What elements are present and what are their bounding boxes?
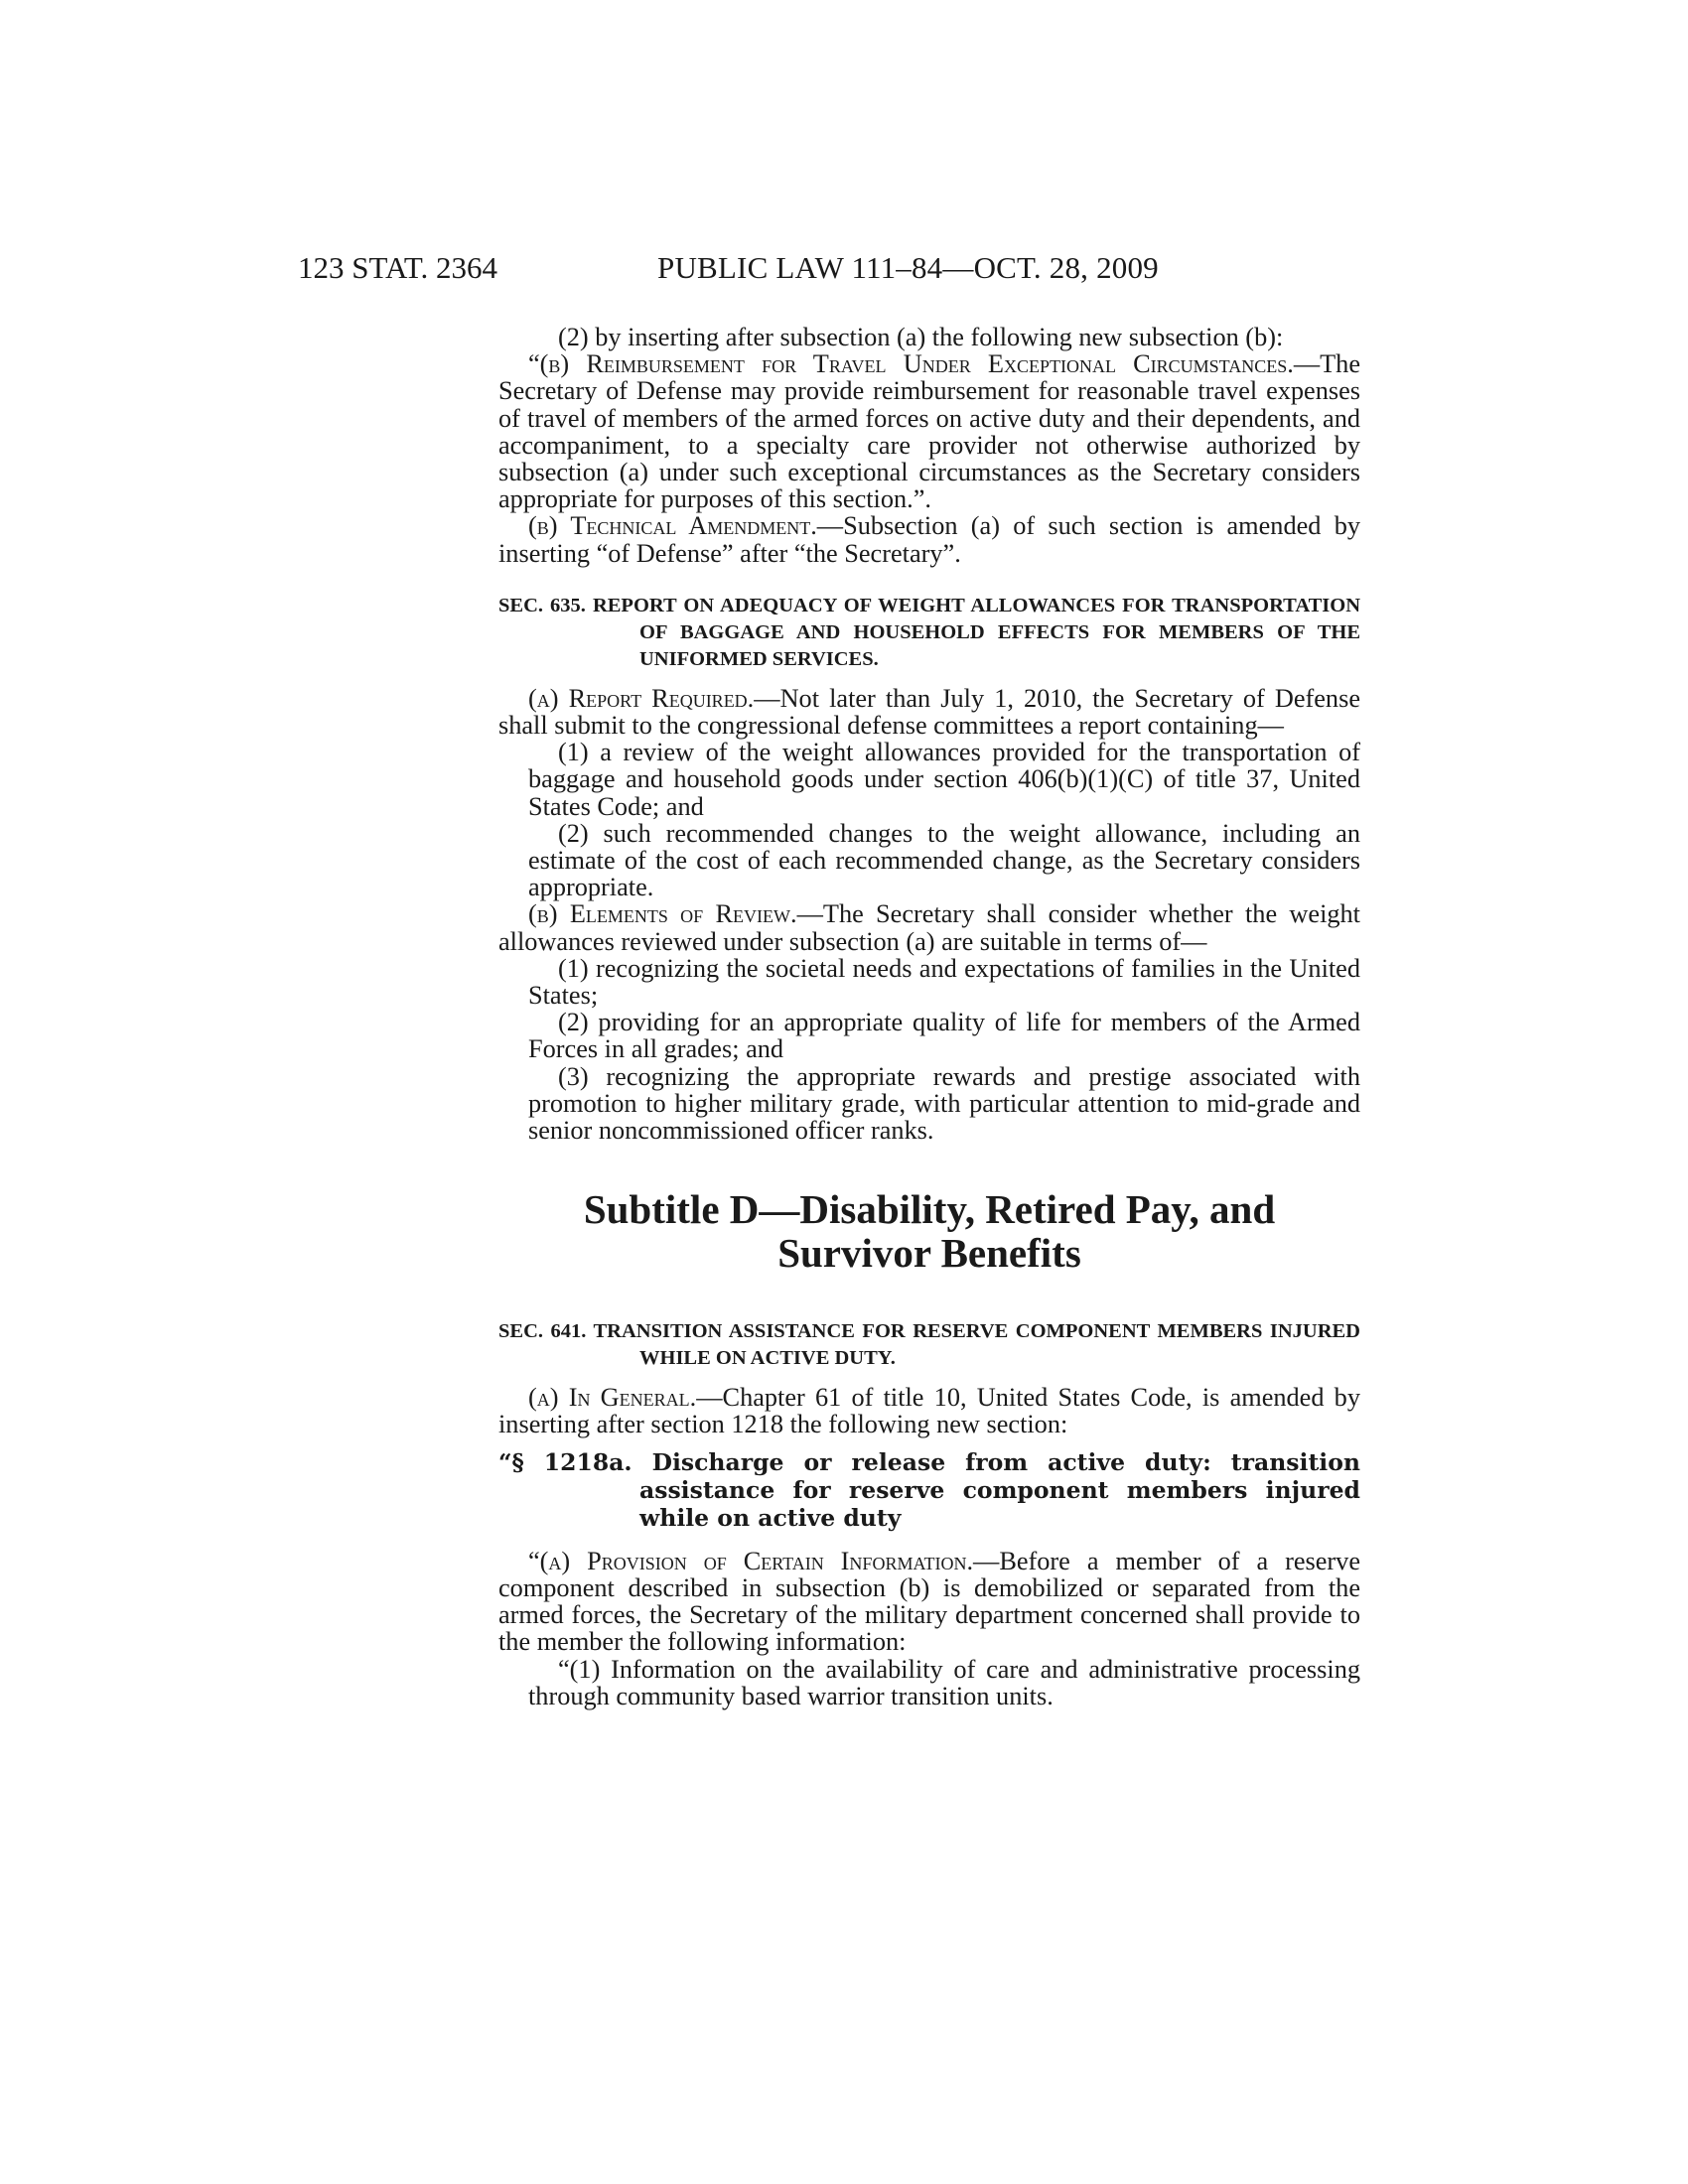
page-body [498,324,1360,1709]
paragraph-lead: “(b) Reimbursement for Travel Under Exceptional Circumstances. [528,349,1294,379]
subtitle-line-2: Survivor Benefits [777,1230,1081,1277]
subtitle-line-1: Subtitle D—Disability, Retired Pay, and [583,1186,1276,1233]
paragraph-lead: (a) In General. [528,1383,697,1413]
paragraph-text: —The Secretary shall consider whether the weight allowances reviewed under subsection (a) are suitable in terms of— [498,899,1360,956]
paragraph-text: —Not later than July 1, 2010, the Secretary of Defense shall submit to the congressional defense committees a report containing— [498,683,1360,741]
paragraph: (2) providing for an appropriate quality of life for members of the Armed Forces in all grades; and [528,1008,1360,1064]
paragraph: (1) recognizing the societal needs and expectations of families in the United States; [528,953,1360,1011]
paragraph-lead: (b) Technical Amendment. [528,511,817,541]
subtitle-heading [498,1187,1360,1275]
section-1218a-title: “§ 1218a. Discharge or release from active duty: transition assistance for reserve component members injured while on active duty [498,1447,1360,1532]
paragraph-text: —The Secretary of Defense may provide reimbursement for reasonable travel expenses of travel of members of the armed forces on active duty and their dependents, and accompaniment, to a specialty care provider not otherwise authorized by subsection (a) under such exceptional circumstances as the Secretary considers appropriate for purposes of this section.”. [498,349,1360,514]
paragraph-lead: (a) Report Required. [528,683,755,713]
paragraph [498,1384,1360,1437]
paragraph-lead: “(a) Provision of Certain Information. [528,1546,974,1575]
paragraph [498,685,1360,739]
paragraph [498,1548,1360,1656]
running-head [0,250,1688,290]
paragraph: (2) such recommended changes to the weight allowance, including an estimate of the cost of each recommended change, as the Secretary considers appropriate. [528,818,1360,902]
paragraph-text: —Chapter 61 of title 10, United States Code, is amended by inserting after section 1218 the following new section: [498,1383,1360,1439]
stat-reference: 123 STAT. 2364 [298,250,498,285]
paragraph-text: —Before a member of a reserve component described in subsection (b) is demobilized or separated from the armed forces, the Secretary of the military department concerned shall provide to the member the following information: [498,1546,1360,1657]
paragraph: (3) recognizing the appropriate rewards and prestige associated with promotion to higher military grade, with particular attention to mid-grade and senior noncommissioned officer ranks. [528,1061,1360,1146]
paragraph [498,350,1360,512]
paragraph [498,900,1360,954]
paragraph: “(1) Information on the availability of care and administrative processing through community based warrior transition units. [528,1654,1360,1710]
section-635-heading: SEC. 635. REPORT ON ADEQUACY OF WEIGHT ALLOWANCES FOR TRANSPORTATION OF BAGGAGE AND HOUSEHOLD EFFECTS FOR MEMBERS OF THE UNIFORMED SERVICES. [498,594,1360,670]
paragraph: (2) by inserting after subsection (a) the following new subsection (b): [558,323,1284,351]
paragraph-lead: (b) Elements of Review. [528,899,797,929]
paragraph: (1) a review of the weight allowances provided for the transportation of baggage and household goods under section 406(b)(1)(C) of title 37, United States Code; and [528,738,1360,821]
paragraph-text: —Subsection (a) of such section is amended by inserting “of Defense” after “the Secretary”. [498,511,1360,568]
paragraph [498,512,1360,566]
law-reference: PUBLIC LAW 111–84—OCT. 28, 2009 [657,250,1159,285]
section-641-heading: SEC. 641. TRANSITION ASSISTANCE FOR RESERVE COMPONENT MEMBERS INJURED WHILE ON ACTIVE DUTY. [498,1320,1360,1370]
